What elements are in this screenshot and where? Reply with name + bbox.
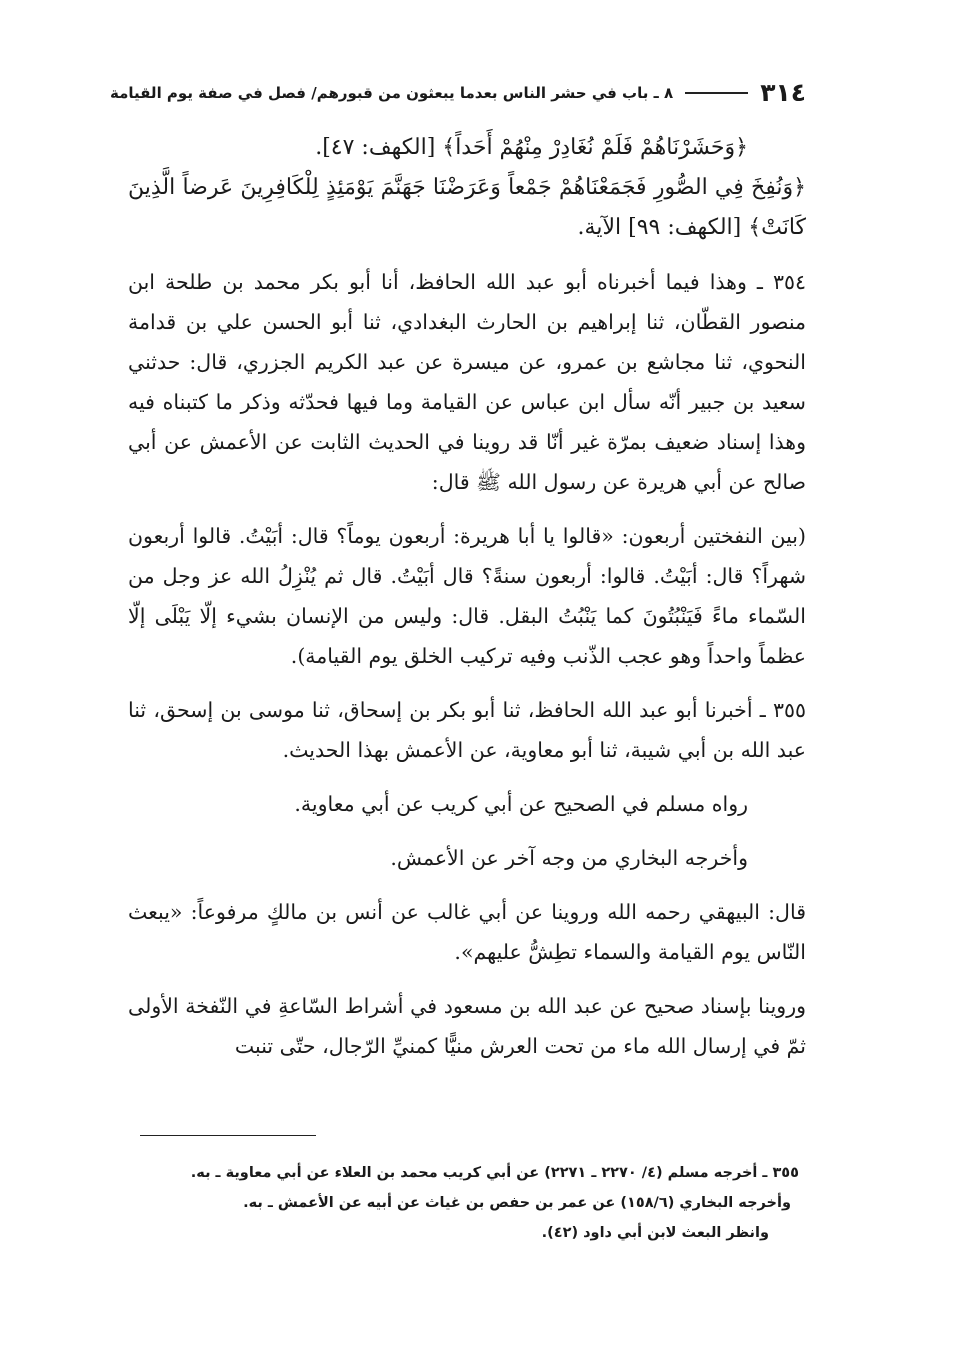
- bukhari-note: وأخرجه البخاري من وجه آخر عن الأعمش.: [390, 846, 748, 870]
- main-text: [128, 128, 806, 1066]
- hadith-354-isnad: ٣٥٤ ـ وهذا فيما أخبرناه أبو عبد الله الحافظ، أنا أبو بكر محمد بن طلحة ابن منصور القطّان، ثنا إبراهيم بن الحارث البغدادي، ثنا أبو الحسن علي بن قدامة النحوي، ثنا مجاشع بن عمرو، عن ميسرة عن عبد الكريم الجزري، قال: حدثني سعيد بن جبير أنّه سأل ابن عباس عن القيامة وما فيها فحدّثه وذكر ما كتبناه فيه وهذا إسناد ضعيف بمرّة غير أنّا قد روينا في الحديث الثابت عن الأعمش عن أبي صالح عن أبي هريرة عن رسول الله ﷺ قال:: [128, 270, 806, 494]
- footnote-rule: [140, 1135, 316, 1136]
- footnotes: [128, 1158, 799, 1248]
- running-header: [110, 78, 806, 107]
- header-rule: [685, 92, 748, 94]
- footnote-355-bukhari: وأخرجه البخاري (١٥٨/٦) عن عمر بن حفص بن غياث عن أبيه عن الأعمش ـ به.: [243, 1195, 791, 1211]
- hadith-355: ٣٥٥ ـ أخبرنا أبو عبد الله الحافظ، ثنا أبو بكر بن إسحاق، ثنا موسى بن إسحق، ثنا عبد الله بن أبي شيبة، ثنا أبو معاوية، عن الأعمش بهذا الحديث.: [128, 698, 806, 762]
- hadith-354-matn: (بين النفختين أربعون: «قالوا يا أبا هريرة: أربعون يوماً؟ قال: أبَيْتُ. قالوا أربعون شهراً؟ قال: أبَيْتُ. قالوا: أربعون سنةً؟ قال أبَيْتُ. قال ثم يُنْزِلُ الله عز وجل من السّماء ماءً فَيَنْبُتُونَ كما يَنْبُتُ البقل. قال: وليس من الإنسان بشيء إلّا يَبْلَى إلّا عظماً واحداً وهو عجب الذّنب وفيه تركيب الخلق يوم القيامة).: [128, 524, 806, 668]
- chapter-title: ٨ ـ باب في حشر الناس بعدما يبعثون من قبورهم/ فصل في صفة يوم القيامة: [110, 83, 674, 102]
- page-number: ٣١٤: [760, 78, 806, 107]
- muslim-note: رواه مسلم في الصحيح عن أبي كريب عن أبي معاوية.: [294, 792, 748, 816]
- ibn-masud-paragraph: وروينا بإسناد صحيح عن عبد الله بن مسعود في أشراط السّاعةِ في النّفخة الأولى ثمّ في إرسال الله ماء من تحت العرش منيًّا كمنيِّ الرّجال، حتّى تنبت: [128, 994, 806, 1058]
- footnote-355-ibn-abi-dawud: وانظر البعث لابن أبي داود (٤٢).: [541, 1225, 769, 1241]
- bayhaqi-paragraph: قال: البيهقي رحمه الله وروينا عن أبي غالب عن أنس بن مالكٍ مرفوعاً: «يبعث النّاس يوم القيامة والسماء تطِشُّ عليهم».: [128, 900, 806, 964]
- footnote-355-muslim: ٣٥٥ ـ أخرجه مسلم (٤/ ٢٢٧٠ ـ ٢٢٧١) عن أبي كريب محمد بن العلاء عن أبي معاوية ـ به.: [190, 1165, 799, 1181]
- quran-verse-kahf-47: ﴿وَحَشَرْنَاهُمْ فَلَمْ نُغَادِرْ مِنْهُمْ أَحَداً﴾ [الكهف: ٤٧].: [315, 135, 748, 160]
- quran-verse-kahf-99: ﴿وَنُفِخَ فِي الصُّورِ فَجَمَعْنَاهُمْ جَمْعاً وَعَرَضْنَا جَهَنَّمَ يَوْمَئِذٍ لِلْكَافِرِينَ عَرضاً الَّذِينَ كَانَتْ﴾ [الكهف: ٩٩] الآية.: [128, 175, 806, 240]
